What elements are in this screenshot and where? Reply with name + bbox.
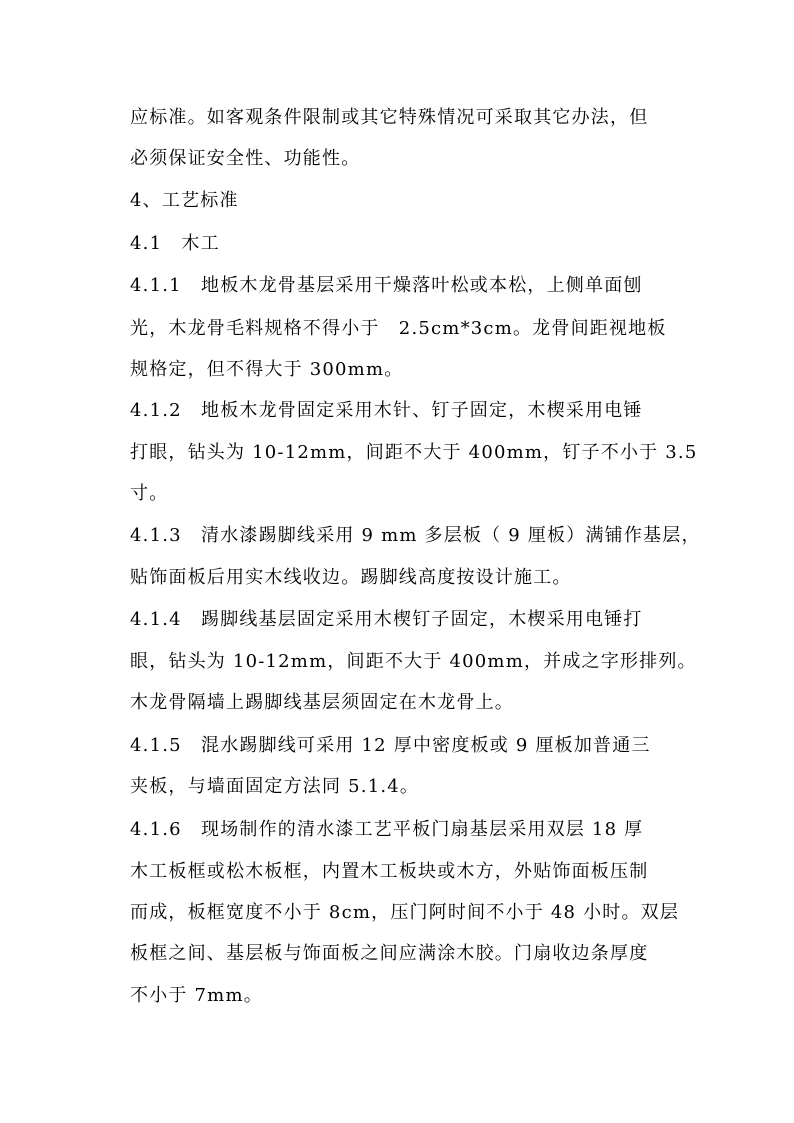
text-line: 眼，钻头为 10-12mm，间距不大于 400mm，并成之字形排列。: [130, 651, 697, 672]
text-line: 而成，板框宽度不小于 8cm，压门阿时间不小于 48 小时。双层: [130, 902, 680, 923]
section-heading: 4、工艺标准: [130, 190, 239, 211]
text-line: 4.1.4 踢脚线基层固定采用木楔钉子固定，木楔采用电锤打: [130, 609, 643, 630]
text-line: 板框之间、基层板与饰面板之间应满涂木胶。门扇收边条厚度: [130, 943, 649, 964]
text-line: 4.1.5 混水踢脚线可采用 12 厚中密度板或 9 厘板加普通三: [130, 735, 651, 756]
text-line: 4.1.1 地板木龙骨基层采用干燥落叶松或本松，上侧单面刨: [130, 275, 643, 296]
text-line: 4.1.6 现场制作的清水漆工艺平板门扇基层采用双层 18 厚: [130, 819, 644, 840]
text-line: 光，木龙骨毛料规格不得小于 2.5cm*3cm。龙骨间距视地板: [130, 318, 667, 339]
text-line: 不小于 7mm。: [130, 985, 263, 1006]
text-line: 必须保证安全性、功能性。: [130, 148, 361, 169]
text-line: 寸。: [130, 483, 169, 504]
text-line: 打眼，钻头为 10-12mm，间距不大于 400mm，钉子不小于 3.5: [130, 442, 698, 463]
text-line: 夹板，与墙面固定方法同 5.1.4。: [130, 776, 420, 797]
text-line: 规格定，但不得大于 300mm。: [130, 359, 404, 380]
text-line: 贴饰面板后用实木线收边。踢脚线高度按设计施工。: [130, 567, 572, 588]
text-line: 木工板框或松木板框，内置木工板块或木方，外贴饰面板压制: [130, 861, 649, 882]
text-line: 木龙骨隔墙上踢脚线基层须固定在木龙骨上。: [130, 692, 514, 713]
text-line: 应标准。如客观条件限制或其它特殊情况可采取其它办法，但: [130, 107, 649, 128]
text-line: 4.1.2 地板木龙骨固定采用木针、钉子固定，木楔采用电锤: [130, 400, 643, 421]
text-line: 4.1.3 清水漆踢脚线采用 9 mm 多层板（ 9 厘板）满铺作基层，: [130, 525, 701, 546]
subsection-heading: 4.1 木工: [130, 233, 220, 254]
